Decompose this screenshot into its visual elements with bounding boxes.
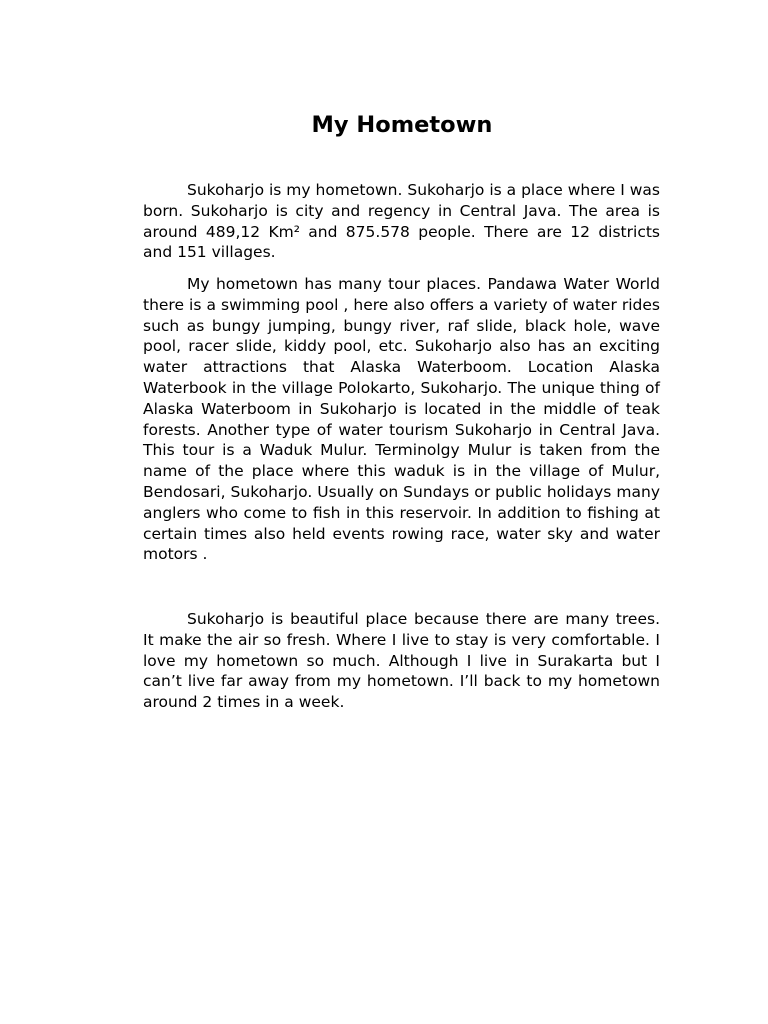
page-title: My Hometown bbox=[311, 112, 493, 138]
paragraph-conclusion: Sukoharjo is beautiful place because there are many trees. It make the air so fresh. Where I live to stay is very comfortable. I love my hometown so much. Although I live in Surakarta but I can’t live far away from my hometown. I’ll back to my hometown around 2 times in a week. bbox=[143, 610, 660, 712]
paragraph-intro: Sukoharjo is my hometown. Sukoharjo is a place where I was born. Sukoharjo is city and regency in Central Java. The area is around 489,12 Km² and 875.578 people. There are 12 districts and 151 villages. bbox=[143, 181, 660, 262]
paragraph-tour-places: My hometown has many tour places. Pandawa Water World there is a swimming pool , here also offers a variety of water rides such as bungy jumping, bungy river, raf slide, black hole, wave pool, racer slide, kiddy pool, etc. Sukoharjo also has an exciting water attractions that Alaska Waterboom. Location Alaska Waterbook in the village Polokarto, Sukoharjo. The unique thing of Alaska Waterboom in Sukoharjo is located in the middle of teak forests. Another type of water tourism Sukoharjo in Central Java. This tour is a Waduk Mulur. Terminolgy Mulur is taken from the name of the place where this waduk is in the village of Mulur, Bendosari, Sukoharjo. Usually on Sundays or public holidays many anglers who come to fish in this reservoir. In addition to fishing at certain times also held events rowing race, water sky and water motors . bbox=[143, 275, 660, 564]
